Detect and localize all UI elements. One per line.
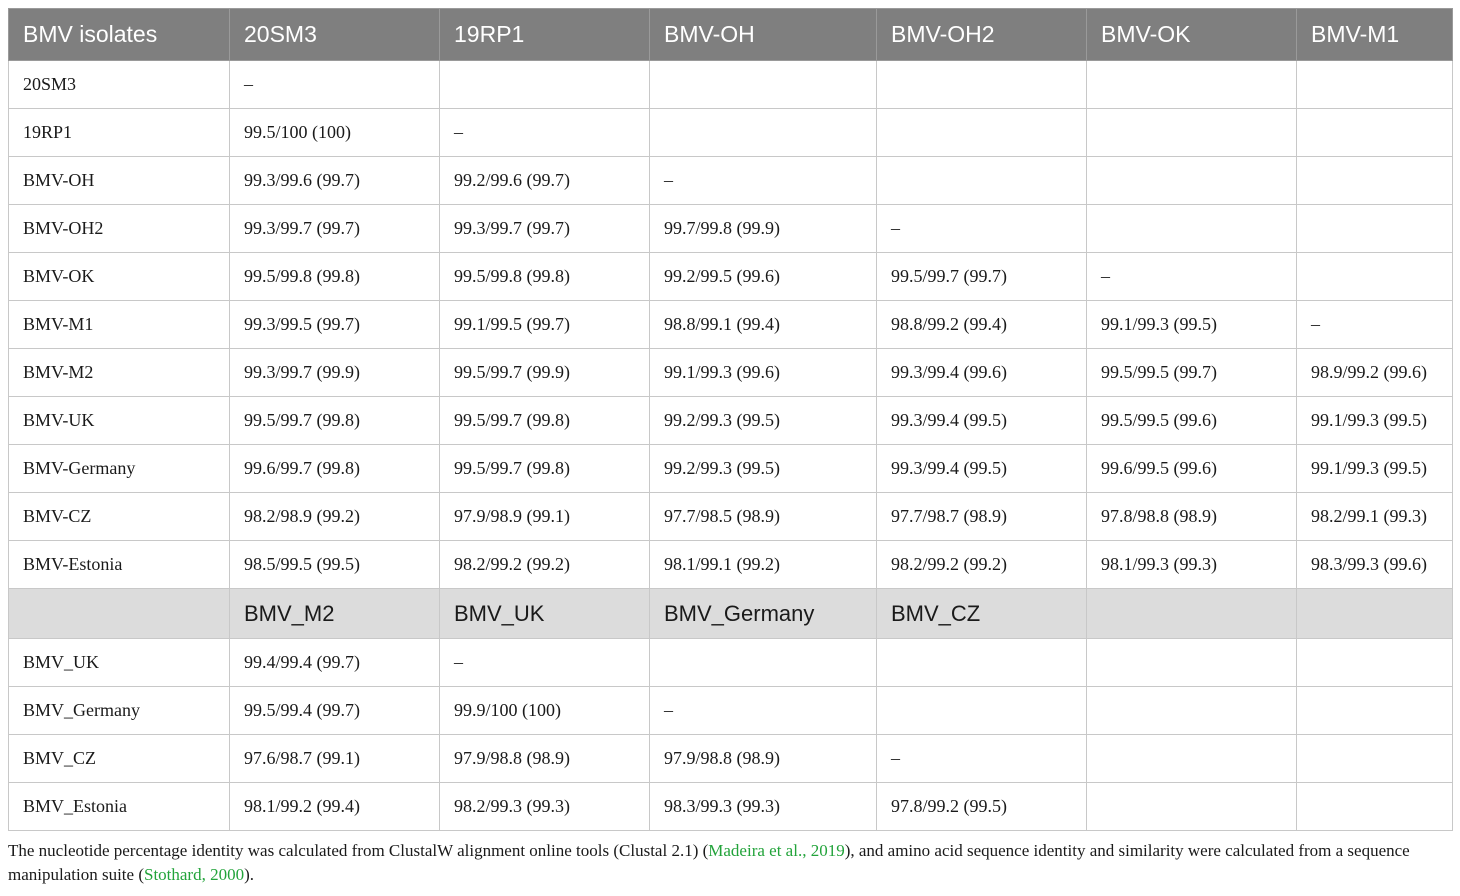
column-header: BMV-OH2 bbox=[877, 9, 1087, 61]
table-cell: 98.2/99.2 (99.2) bbox=[440, 541, 650, 589]
table-cell: 99.3/99.4 (99.5) bbox=[877, 397, 1087, 445]
table-cell: 97.9/98.8 (98.9) bbox=[440, 735, 650, 783]
table-cell: 98.2/99.3 (99.3) bbox=[440, 783, 650, 831]
table-cell: 99.5/99.8 (99.8) bbox=[230, 253, 440, 301]
identity-table bbox=[8, 8, 1453, 831]
table-body bbox=[9, 61, 1453, 831]
citation-link-madeira[interactable]: Madeira et al., 2019 bbox=[708, 841, 845, 860]
table-cell bbox=[1297, 639, 1453, 687]
table-cell bbox=[1087, 157, 1297, 205]
subheader-cell bbox=[1297, 589, 1453, 639]
table-subheader-row bbox=[9, 589, 1453, 639]
table-cell bbox=[1297, 205, 1453, 253]
table-cell: 99.5/99.5 (99.6) bbox=[1087, 397, 1297, 445]
table-cell: – bbox=[1087, 253, 1297, 301]
row-label-cell: BMV-Germany bbox=[9, 445, 230, 493]
table-row bbox=[9, 493, 1453, 541]
table-cell: 97.8/99.2 (99.5) bbox=[877, 783, 1087, 831]
table-cell: – bbox=[440, 639, 650, 687]
table-cell: 99.3/99.7 (99.7) bbox=[230, 205, 440, 253]
row-label-cell: BMV-Estonia bbox=[9, 541, 230, 589]
row-label-cell: 20SM3 bbox=[9, 61, 230, 109]
table-cell bbox=[650, 109, 877, 157]
table-cell: 99.3/99.7 (99.9) bbox=[230, 349, 440, 397]
table-cell bbox=[1297, 253, 1453, 301]
table-cell: 98.1/99.1 (99.2) bbox=[650, 541, 877, 589]
row-label-cell: BMV-OH2 bbox=[9, 205, 230, 253]
table-cell bbox=[1297, 783, 1453, 831]
table-cell: 99.5/99.7 (99.9) bbox=[440, 349, 650, 397]
table-cell: 98.2/99.2 (99.2) bbox=[877, 541, 1087, 589]
row-label-cell: BMV-OH bbox=[9, 157, 230, 205]
table-row bbox=[9, 397, 1453, 445]
table-cell: 99.2/99.3 (99.5) bbox=[650, 397, 877, 445]
table-cell: 97.9/98.9 (99.1) bbox=[440, 493, 650, 541]
table-cell: 99.6/99.7 (99.8) bbox=[230, 445, 440, 493]
table-cell bbox=[1297, 109, 1453, 157]
footnote-text-1: The nucleotide percentage identity was calculated from ClustalW alignment online tools (Clustal 2.1) ( bbox=[8, 841, 709, 860]
table-cell: 98.3/99.3 (99.3) bbox=[650, 783, 877, 831]
table-cell: 99.3/99.6 (99.7) bbox=[230, 157, 440, 205]
table-cell: 99.9/100 (100) bbox=[440, 687, 650, 735]
table-row bbox=[9, 735, 1453, 783]
table-cell: 99.5/100 (100) bbox=[230, 109, 440, 157]
table-cell bbox=[1087, 205, 1297, 253]
table-row bbox=[9, 301, 1453, 349]
table-cell: – bbox=[650, 687, 877, 735]
table-cell: 99.7/99.8 (99.9) bbox=[650, 205, 877, 253]
table-row bbox=[9, 783, 1453, 831]
table-cell bbox=[1087, 687, 1297, 735]
table-cell: 98.2/98.9 (99.2) bbox=[230, 493, 440, 541]
table-row bbox=[9, 349, 1453, 397]
table-cell: 98.3/99.3 (99.6) bbox=[1297, 541, 1453, 589]
column-header: BMV-M1 bbox=[1297, 9, 1453, 61]
table-cell: 99.1/99.3 (99.5) bbox=[1297, 397, 1453, 445]
row-label-cell: BMV-M2 bbox=[9, 349, 230, 397]
column-header: 19RP1 bbox=[440, 9, 650, 61]
table-cell: – bbox=[877, 735, 1087, 783]
table-cell bbox=[650, 639, 877, 687]
table-cell bbox=[1297, 735, 1453, 783]
table-row bbox=[9, 541, 1453, 589]
table-cell: 99.1/99.3 (99.5) bbox=[1087, 301, 1297, 349]
subheader-cell: BMV_M2 bbox=[230, 589, 440, 639]
table-row bbox=[9, 687, 1453, 735]
table-cell: 98.5/99.5 (99.5) bbox=[230, 541, 440, 589]
table-cell: 97.6/98.7 (99.1) bbox=[230, 735, 440, 783]
table-cell bbox=[1087, 735, 1297, 783]
row-label-cell: 19RP1 bbox=[9, 109, 230, 157]
table-row bbox=[9, 61, 1453, 109]
table-footnote bbox=[8, 839, 1452, 887]
footnote-text-2: ), and amino acid sequence identity and similarity were calculated from a sequence manipulation suite ( bbox=[8, 841, 1410, 884]
table-row bbox=[9, 445, 1453, 493]
table-cell bbox=[1297, 687, 1453, 735]
table-cell: 99.5/99.4 (99.7) bbox=[230, 687, 440, 735]
table-cell: 99.1/99.3 (99.5) bbox=[1297, 445, 1453, 493]
table-cell bbox=[650, 61, 877, 109]
table-cell bbox=[1087, 783, 1297, 831]
table-cell: 99.2/99.5 (99.6) bbox=[650, 253, 877, 301]
table-cell: 97.9/98.8 (98.9) bbox=[650, 735, 877, 783]
table-cell: – bbox=[230, 61, 440, 109]
table-cell: 99.1/99.3 (99.6) bbox=[650, 349, 877, 397]
table-row bbox=[9, 639, 1453, 687]
table-cell: 98.2/99.1 (99.3) bbox=[1297, 493, 1453, 541]
table-cell bbox=[877, 109, 1087, 157]
table-cell: 99.5/99.7 (99.8) bbox=[440, 397, 650, 445]
footnote-text-3: ). bbox=[244, 865, 255, 884]
table-cell: 97.8/98.8 (98.9) bbox=[1087, 493, 1297, 541]
subheader-cell bbox=[1087, 589, 1297, 639]
table-cell bbox=[877, 687, 1087, 735]
table-cell: 99.3/99.4 (99.6) bbox=[877, 349, 1087, 397]
table-cell: 98.1/99.3 (99.3) bbox=[1087, 541, 1297, 589]
subheader-cell: BMV_UK bbox=[440, 589, 650, 639]
table-cell: 99.4/99.4 (99.7) bbox=[230, 639, 440, 687]
table-row bbox=[9, 205, 1453, 253]
table-cell: 99.5/99.7 (99.8) bbox=[440, 445, 650, 493]
table-cell: 99.3/99.7 (99.7) bbox=[440, 205, 650, 253]
row-label-cell: BMV-M1 bbox=[9, 301, 230, 349]
table-cell: 98.8/99.2 (99.4) bbox=[877, 301, 1087, 349]
table-cell bbox=[1297, 61, 1453, 109]
table-cell bbox=[1087, 109, 1297, 157]
table-cell: 99.5/99.5 (99.7) bbox=[1087, 349, 1297, 397]
table-container bbox=[8, 8, 1452, 887]
table-cell bbox=[1087, 639, 1297, 687]
table-cell bbox=[877, 61, 1087, 109]
table-cell bbox=[440, 61, 650, 109]
table-header-row bbox=[9, 9, 1453, 61]
table-cell: 99.5/99.8 (99.8) bbox=[440, 253, 650, 301]
table-cell: 99.1/99.5 (99.7) bbox=[440, 301, 650, 349]
table-cell: 97.7/98.5 (98.9) bbox=[650, 493, 877, 541]
table-row bbox=[9, 109, 1453, 157]
citation-link-stothard[interactable]: Stothard, 2000 bbox=[143, 865, 245, 884]
table-cell: 99.3/99.5 (99.7) bbox=[230, 301, 440, 349]
row-label-cell: BMV_Estonia bbox=[9, 783, 230, 831]
table-cell: 99.3/99.4 (99.5) bbox=[877, 445, 1087, 493]
row-label-cell: BMV-CZ bbox=[9, 493, 230, 541]
table-cell: 97.7/98.7 (98.9) bbox=[877, 493, 1087, 541]
row-label-cell: BMV-OK bbox=[9, 253, 230, 301]
table-cell bbox=[1087, 61, 1297, 109]
column-header: BMV-OK bbox=[1087, 9, 1297, 61]
table-cell: – bbox=[440, 109, 650, 157]
subheader-cell bbox=[9, 589, 230, 639]
table-cell: 99.2/99.6 (99.7) bbox=[440, 157, 650, 205]
table-cell: 99.5/99.7 (99.7) bbox=[877, 253, 1087, 301]
row-label-cell: BMV_UK bbox=[9, 639, 230, 687]
subheader-cell: BMV_CZ bbox=[877, 589, 1087, 639]
table-cell: 98.8/99.1 (99.4) bbox=[650, 301, 877, 349]
table-row bbox=[9, 157, 1453, 205]
table-cell: 99.5/99.7 (99.8) bbox=[230, 397, 440, 445]
row-label-cell: BMV_Germany bbox=[9, 687, 230, 735]
table-cell: – bbox=[650, 157, 877, 205]
table-cell: 99.6/99.5 (99.6) bbox=[1087, 445, 1297, 493]
table-cell bbox=[877, 157, 1087, 205]
table-cell: – bbox=[877, 205, 1087, 253]
table-row bbox=[9, 253, 1453, 301]
table-cell: 99.2/99.3 (99.5) bbox=[650, 445, 877, 493]
table-cell: 98.1/99.2 (99.4) bbox=[230, 783, 440, 831]
table-cell bbox=[1297, 157, 1453, 205]
subheader-cell: BMV_Germany bbox=[650, 589, 877, 639]
column-header: 20SM3 bbox=[230, 9, 440, 61]
column-header: BMV-OH bbox=[650, 9, 877, 61]
table-cell bbox=[877, 639, 1087, 687]
table-cell: – bbox=[1297, 301, 1453, 349]
column-header: BMV isolates bbox=[9, 9, 230, 61]
row-label-cell: BMV-UK bbox=[9, 397, 230, 445]
row-label-cell: BMV_CZ bbox=[9, 735, 230, 783]
table-cell: 98.9/99.2 (99.6) bbox=[1297, 349, 1453, 397]
